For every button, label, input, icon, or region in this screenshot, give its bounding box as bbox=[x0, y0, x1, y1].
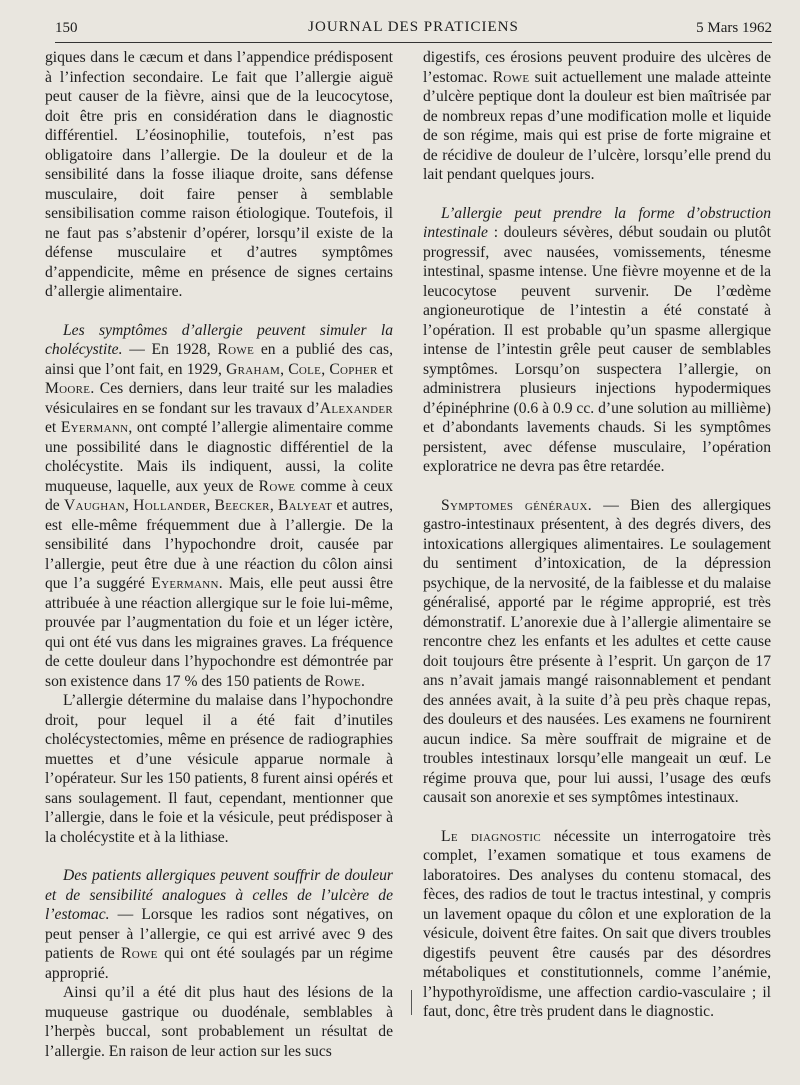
author-name: Eyermann bbox=[60, 419, 129, 436]
section-heading-cholecystitis: Les symptômes d’allergie peuvent simuler la cholécystite. bbox=[45, 321, 393, 358]
author-name: Rowe bbox=[258, 477, 296, 495]
paragraph-diagnosis: Le diagnostic nécessite un interrogatoire très complet, l’examen somatique et tous examens de laboratoires. Des analyses du contenu stomacal, des fèces, des radios de tout le tractus intestinal, y compris un lavement opaque du côlon et une exploration de la vésicule, doivent être faites. On sait que divers troubles digestifs peuvent être causés par des désordres métaboliques et constitutionnels, comme l’anémie, l’hypothyroïdisme, une affection cardio-vasculaire ; il faut, donc, être très prudent dans le diagnostic. bbox=[423, 827, 771, 1020]
page-header bbox=[55, 16, 772, 43]
section-heading-obstruction: L’allergie peut prendre la forme d’obstruction intestinale bbox=[423, 204, 771, 241]
author-name: Moore bbox=[45, 380, 91, 397]
author-name: Rowe bbox=[217, 341, 255, 358]
author-name: Graham bbox=[226, 360, 281, 378]
author-name: Rowe bbox=[324, 672, 361, 690]
page-number: 150 bbox=[55, 20, 78, 36]
author-name: Rowe bbox=[121, 945, 158, 962]
author-name: Copher bbox=[329, 360, 378, 378]
paragraph-lesions: Ainsi qu’il a été dit plus haut des lésions de la muqueuse gastrique ou duodénale, semblables à l’herpès buccal, sont probablement un résultat de l’allergie. En raison de leur action sur les sucs bbox=[45, 984, 393, 1060]
author-name: Balyeat bbox=[277, 497, 333, 514]
column-divider bbox=[411, 990, 412, 1015]
issue-date: 5 Mars 1962 bbox=[696, 20, 772, 36]
author-name: Eyermann bbox=[151, 575, 219, 592]
paragraph-general-symptoms: Symptomes généraux. — Bien des allergiques gastro-intestinaux présentent, à des degrés divers, des intoxications allergiques alimentaires. Le soulagement du sentiment d’intoxication, de la dépression psychique, de la nervosité, de la faiblesse et du malaise généralisé, apporté par le régime approprié, est très démonstratif. L’anorexie due à l’allergie alimentaire se rencontre chez les enfants et les adultes et cette cause doit toujours être présente à l’esprit. Un garçon de 17 ans n’avait jamais mangé raisonnablement et pendant des années avait, à la suite d’à peu près chaque repas, des douleurs et des nausées. Les examens ne fournirent aucun indice. Sa mère souffrait de migraine et de troubles intestinaux lorsqu’elle mangeait un œuf. Le régime prouva que, pour lui aussi, l’usage des œufs causait son anorexie et ses symptômes intestinaux. bbox=[423, 496, 772, 806]
right-column bbox=[423, 48, 771, 1022]
section-heading-ulcer: Des patients allergiques peuvent souffrir de douleur et de sensibilité analogues à celles de l’ulcère de l’estomac. bbox=[45, 867, 393, 923]
author-name: Rowe bbox=[492, 68, 530, 86]
paragraph-digestive: digestifs, ces érosions peuvent produire des ulcères de l’estomac. Rowe suit actuellement une malade atteinte d’ulcère peptique dont la douleur est bien maîtrisée par de nombreux repas d’une modification molle et liquide de son régime, mais qui est prise de forte migraine et de récidive de douleur de l’ulcère, lorsqu’elle prend du lait pendant quelques jours. bbox=[423, 49, 771, 183]
author-name: Hollander bbox=[133, 497, 207, 514]
paragraph-obstruction: L’allergie peut prendre la forme d’obstruction intestinale : douleurs sévères, début soudain ou plutôt progressif, avec nausées, vomissements, ténesme intestinal, spasme intense. Une fièvre moyenne et de la leucocytose peuvent survenir. De l’œdème angioneurotique de l’intestin a été constaté à l’opération. Il est probable qu’un spasme allergique intense de l’intestin grêle peut causer de semblables symptômes. Lorsqu’on suspectera l’allergie, on administrera plusieurs injections hypodermiques d’épinéphrine (0.6 à 0.9 cc. d’une solution au millième) et d’abondants lavements chauds. Si les symptômes persistent, avec défense musculaire, l’opération exploratrice ne devra pas être retardée. bbox=[423, 204, 771, 475]
paragraph-ulcer: Des patients allergiques peuvent souffrir de douleur et de sensibilité analogues à celles de l’ulcère de l’estomac. — Lorsque les radios sont négatives, on peut penser à l’allergie, ce qui est arrivé avec 9 des patients de Rowe qui ont été soulagés par un régime approprié. bbox=[45, 867, 393, 982]
section-heading-general-symptoms: Symptomes généraux. bbox=[441, 496, 592, 514]
paragraph-hypochondre: L’allergie détermine du malaise dans l’hypochondre droit, pour lequel il a été fait d’inutiles cholécystectomies, même en présence de radiographies muettes et d’une vésicule apparue normale à l’opérateur. Sur les 150 patients, 8 furent ainsi opérés et sans soulagement. Il faut, cependant, mentionner que l’allergie, dans le foie et la vésicule, peut prédisposer à la cholécystite et à la lithiase. bbox=[45, 692, 393, 846]
paragraph-cholecystitis: Les symptômes d’allergie peuvent simuler la cholécystite. — En 1928, Rowe en a publié des cas, ainsi que l’ont fait, en 1929, Graham, Cole, Copher et Moore. Ces derniers, dans leur traité sur les maladies vésiculaires en se fondant sur les travaux d’Alexander et Eyermann, ont compté l’allergie alimentaire comme une possibilité dans le diagnostic différentiel de la cholécystite. Mais ils indiquent, aussi, la colite muqueuse, laquelle, aux yeux de Rowe comme à ceux de Vaughan, Hollander, Beecker, Balyeat et autres, est elle-même fréquemment due à l’allergie. De la sensibilité dans l’hypochondre droit, causée par l’allergie, peut être due à une réaction du côlon ainsi que l’a suggéré Eyermann. Mais, elle peut aussi être attribuée à une réaction allergique sur le foie lui-même, prouvée par l’augmentation du foie et un léger ictère, qui ont été vus dans les migraines graves. La fréquence de cette douleur dans l’hypochondre est démontrée par son existence dans 17 % des 150 patients de Rowe. bbox=[45, 321, 394, 690]
author-name: Cole bbox=[288, 360, 322, 378]
section-heading-diagnosis: Le diagnostic bbox=[441, 827, 542, 845]
journal-title: JOURNAL DES PRATICIENS bbox=[308, 19, 519, 35]
author-name: Alexander bbox=[319, 399, 393, 417]
paragraph-appendicitis: giques dans le cæcum et dans l’appendice prédisposent à l’infection secondaire. Le fait que l’allergie aiguë peut causer de la fièvre, ainsi que de la leucocytose, doit être pris en considération dans le diagnostic différentiel. L’éosinophilie, toutefois, n’est pas obligatoire dans l’allergie. De la douleur et de la sensibilité dans la fosse iliaque droite, sans défense musculaire, doit faire penser à semblable sensibilisation comme raison étiologique. Toutefois, il ne faut pas s’abstenir d’opérer, lorsqu’il existe de la défense musculaire et d’autres symptômes d’appendicite, même en présence de signes certains d’allergie alimentaire. bbox=[45, 49, 393, 300]
left-column bbox=[45, 48, 393, 1061]
author-name: Beecker bbox=[214, 497, 270, 514]
author-name: Vaughan bbox=[63, 497, 125, 514]
